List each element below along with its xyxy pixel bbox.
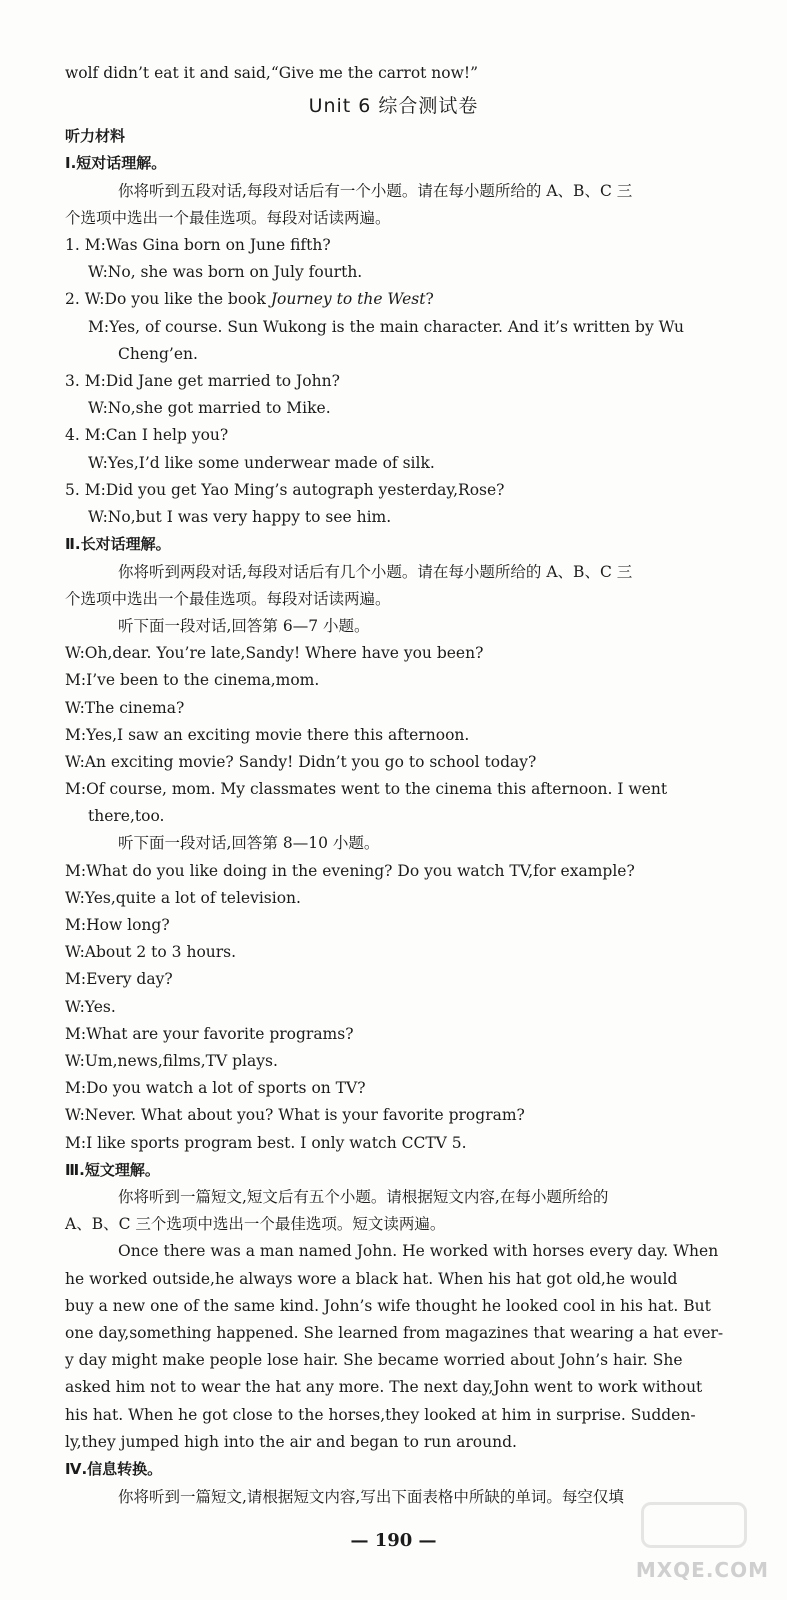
- part4-instruction: 你将听到一篇短文,请根据短文内容,写出下面表格中所缺的单词。每空仅填: [118, 1488, 624, 1506]
- dialogue-line: M:I like sports program best. I only watch CCTV 5.: [65, 1134, 467, 1152]
- dialogue-line: M:Yes,I saw an exciting movie there this afternoon.: [65, 726, 470, 744]
- part4-heading: Ⅳ.信息转换。: [65, 1460, 163, 1478]
- q3-answer: W:No,she got married to Mike.: [88, 399, 331, 417]
- q5-line: 5. M:Did you get Yao Ming’s autograph yesterday,Rose?: [65, 481, 505, 499]
- q4-answer: W:Yes,I’d like some underwear made of silk.: [88, 454, 435, 472]
- dialogue-line: W:Yes,quite a lot of television.: [65, 889, 301, 907]
- book-title: Journey to the West: [270, 290, 426, 308]
- part3-instruction: 你将听到一篇短文,短文后有五个小题。请根据短文内容,在每小题所给的: [118, 1188, 609, 1206]
- dialogue1-intro: 听下面一段对话,回答第 6—7 小题。: [118, 617, 370, 635]
- dialogue-line: M:What are your favorite programs?: [65, 1025, 354, 1043]
- part1-instruction-cont: 个选项中选出一个最佳选项。每段对话读两遍。: [65, 209, 391, 227]
- dialogue-line: W:An exciting movie? Sandy! Didn’t you go to school today?: [65, 753, 537, 771]
- q1-line: 1. M:Was Gina born on June fifth?: [65, 236, 331, 254]
- passage-line: buy a new one of the same kind. John’s wife thought he looked cool in his hat. But: [65, 1297, 711, 1315]
- q2-answer: M:Yes, of course. Sun Wukong is the main character. And it’s written by Wu: [88, 318, 684, 336]
- part3-heading: Ⅲ.短文理解。: [65, 1161, 160, 1179]
- part3-instruction-cont: A、B、C 三个选项中选出一个最佳选项。短文读两遍。: [65, 1215, 446, 1233]
- dialogue-line: M:Every day?: [65, 970, 173, 988]
- passage-line: y day might make people lose hair. She became worried about John’s hair. She: [65, 1351, 683, 1369]
- passage-line: his hat. When he got close to the horses,they looked at him in surprise. Sudden-: [65, 1406, 696, 1424]
- part2-instruction: 你将听到两段对话,每段对话后有几个小题。请在每小题所给的 A、B、C 三: [118, 563, 633, 581]
- q2-line: 2. W:Do you like the book Journey to the West?: [65, 290, 434, 308]
- continuation-line: wolf didn’t eat it and said,“Give me the carrot now!”: [65, 64, 479, 82]
- watermark-logo-icon: [641, 1502, 747, 1548]
- part2-instruction-cont: 个选项中选出一个最佳选项。每段对话读两遍。: [65, 590, 391, 608]
- q5-answer: W:No,but I was very happy to see him.: [88, 508, 392, 526]
- passage-line: Once there was a man named John. He worked with horses every day. When: [118, 1242, 719, 1260]
- dialogue-line: M:What do you like doing in the evening? Do you watch TV,for example?: [65, 862, 635, 880]
- dialogue-line: W:Never. What about you? What is your favorite program?: [65, 1106, 525, 1124]
- part1-heading: Ⅰ.短对话理解。: [65, 154, 167, 172]
- part2-heading: Ⅱ.长对话理解。: [65, 535, 171, 553]
- section-heading: 听力材料: [65, 127, 126, 145]
- q3-line: 3. M:Did Jane get married to John?: [65, 372, 340, 390]
- dialogue-line: M:How long?: [65, 916, 170, 934]
- dialogue-line: W:The cinema?: [65, 699, 185, 717]
- q2-answer-cont: Cheng’en.: [118, 345, 198, 363]
- passage-line: asked him not to wear the hat any more. The next day,John went to work without: [65, 1378, 703, 1396]
- page-number: — 190 —: [350, 1530, 437, 1551]
- dialogue2-intro: 听下面一段对话,回答第 8—10 小题。: [118, 834, 380, 852]
- dialogue-line-cont: there,too.: [88, 807, 165, 825]
- watermark: MXQE.COM: [635, 1558, 769, 1582]
- dialogue-line: M:Of course, mom. My classmates went to the cinema this afternoon. I went: [65, 780, 668, 798]
- dialogue-line: W:About 2 to 3 hours.: [65, 943, 237, 961]
- dialogue-line: W:Yes.: [65, 998, 116, 1016]
- dialogue-line: M:Do you watch a lot of sports on TV?: [65, 1079, 366, 1097]
- page-title: Unit 6 综合测试卷: [308, 95, 479, 117]
- q1-answer: W:No, she was born on July fourth.: [88, 263, 363, 281]
- dialogue-line: M:I’ve been to the cinema,mom.: [65, 671, 320, 689]
- passage-line: one day,something happened. She learned from magazines that wearing a hat ever-: [65, 1324, 724, 1342]
- dialogue-line: W:Oh,dear. You’re late,Sandy! Where have you been?: [65, 644, 484, 662]
- dialogue-line: W:Um,news,films,TV plays.: [65, 1052, 278, 1070]
- q4-line: 4. M:Can I help you?: [65, 426, 229, 444]
- passage-line: he worked outside,he always wore a black hat. When his hat got old,he would: [65, 1270, 678, 1288]
- passage-line: ly,they jumped high into the air and began to run around.: [65, 1433, 517, 1451]
- part1-instruction: 你将听到五段对话,每段对话后有一个小题。请在每小题所给的 A、B、C 三: [118, 182, 633, 200]
